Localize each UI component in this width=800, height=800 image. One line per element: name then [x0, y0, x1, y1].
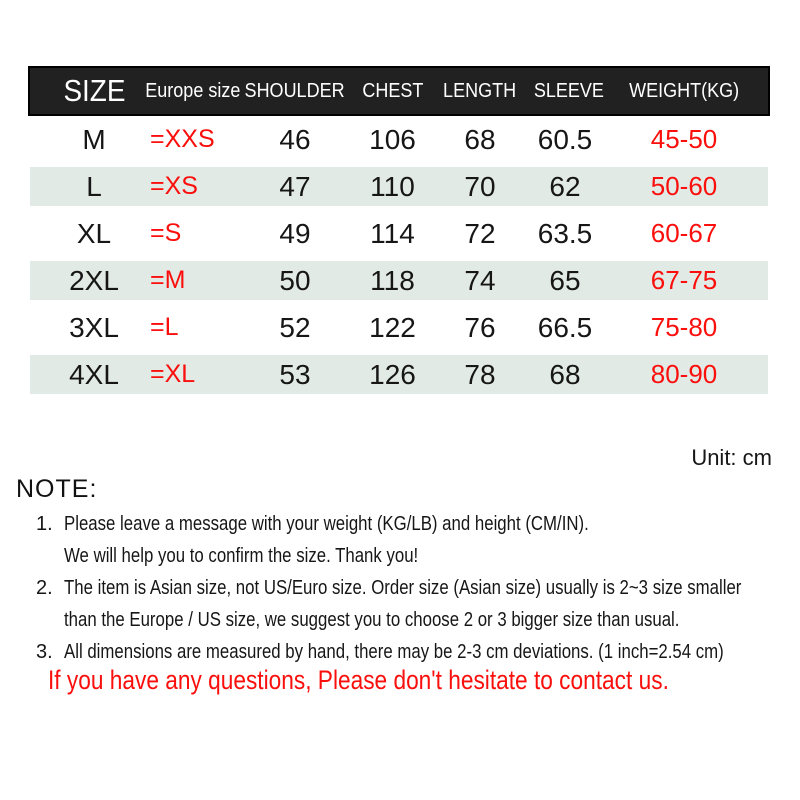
note-number: 1.: [36, 513, 53, 535]
cell-shoulder: 46: [279, 123, 311, 155]
cell-weight: 50-60: [650, 171, 718, 201]
size-table-header: [28, 66, 770, 116]
cell-weight: 60-67: [650, 218, 718, 248]
size-table-body: [30, 116, 768, 398]
cell-sleeve: 68: [549, 358, 581, 390]
size-table: [30, 66, 768, 398]
cell-size: M: [82, 123, 106, 155]
column-header-europe: [140, 79, 241, 103]
column-header-label: SIZE: [62, 73, 126, 108]
column-header-label: Europe size: [145, 79, 241, 102]
note-number: 2.: [36, 577, 53, 599]
table-row: [30, 163, 768, 210]
cell-europe: =M: [150, 266, 186, 294]
table-row: [30, 210, 768, 257]
cell-chest: 122: [369, 311, 416, 343]
cell-chest: 114: [370, 217, 415, 249]
cell-shoulder: 53: [279, 358, 311, 390]
cell-length: 74: [464, 264, 496, 296]
cell-sleeve: 60.5: [537, 123, 593, 155]
cell-shoulder: 52: [279, 311, 311, 343]
cell-size: L: [86, 170, 102, 202]
table-row: [30, 116, 768, 163]
cell-weight: 80-90: [650, 359, 718, 389]
cell-europe: =S: [150, 219, 182, 247]
cell-length: 68: [464, 123, 496, 155]
cell-length: 78: [464, 358, 496, 390]
cell-size: XL: [76, 217, 112, 249]
column-header-size: [30, 73, 140, 109]
cell-europe: =XL: [150, 360, 196, 388]
cell-length: 70: [464, 170, 496, 202]
cell-size: 2XL: [69, 264, 119, 296]
cell-sleeve: 66.5: [537, 311, 593, 343]
note-body: [64, 508, 689, 572]
cell-weight: 75-80: [650, 312, 718, 342]
cell-length: 76: [464, 311, 496, 343]
cell-size: 3XL: [69, 311, 119, 343]
cell-weight: 45-50: [650, 124, 718, 154]
column-header-chest: [355, 80, 430, 103]
column-header-label: WEIGHT(KG): [629, 79, 739, 102]
unit-label: Unit: cm: [691, 445, 772, 470]
column-header-sleeve: [530, 79, 604, 103]
cell-chest: 126: [369, 358, 416, 390]
note-item-1: [36, 508, 800, 572]
table-row: [30, 257, 768, 304]
cell-sleeve: 63.5: [537, 217, 593, 249]
cell-chest: 106: [369, 123, 416, 155]
column-header-weight: [600, 80, 768, 103]
cell-weight: 67-75: [650, 265, 718, 295]
note-line: The item is Asian size, not US/Euro size. Order size (Asian size) usually is 2~3 size smaller: [64, 577, 742, 599]
note-item-2: [36, 572, 800, 636]
cell-sleeve: 62: [549, 170, 581, 202]
note-line: All dimensions are measured by hand, there may be 2-3 cm deviations. (1 inch=2.54 cm): [64, 641, 724, 663]
column-header-length: [430, 80, 530, 103]
note-heading: NOTE:: [16, 475, 98, 503]
cell-chest: 110: [370, 170, 415, 202]
note-body: [64, 572, 800, 636]
note-list: [36, 508, 800, 668]
cell-shoulder: 50: [279, 264, 311, 296]
column-header-label: LENGTH: [443, 79, 517, 102]
note-line: Please leave a message with your weight (KG/LB) and height (CM/IN).: [64, 513, 589, 535]
table-row: [30, 351, 768, 398]
cell-europe: =L: [150, 313, 179, 341]
cell-size: 4XL: [69, 358, 119, 390]
cell-sleeve: 65: [549, 264, 581, 296]
column-header-label: CHEST: [361, 79, 424, 102]
table-row: [30, 304, 768, 351]
cell-shoulder: 49: [279, 217, 311, 249]
cell-europe: =XXS: [150, 125, 215, 153]
note-line: We will help you to confirm the size. Thank you!: [64, 545, 419, 567]
note-number: 3.: [36, 641, 53, 663]
cell-length: 72: [464, 217, 496, 249]
cell-europe: =XS: [150, 172, 198, 200]
cell-shoulder: 47: [279, 170, 311, 202]
note-line: than the Europe / US size, we suggest you to choose 2 or 3 bigger size than usual.: [64, 609, 680, 631]
contact-line: If you have any questions, Please don't hesitate to contact us.: [48, 665, 669, 695]
column-header-shoulder: [235, 80, 355, 103]
column-header-label: SLEEVE: [533, 79, 604, 102]
column-header-label: SHOULDER: [244, 79, 346, 102]
cell-chest: 118: [370, 264, 415, 296]
